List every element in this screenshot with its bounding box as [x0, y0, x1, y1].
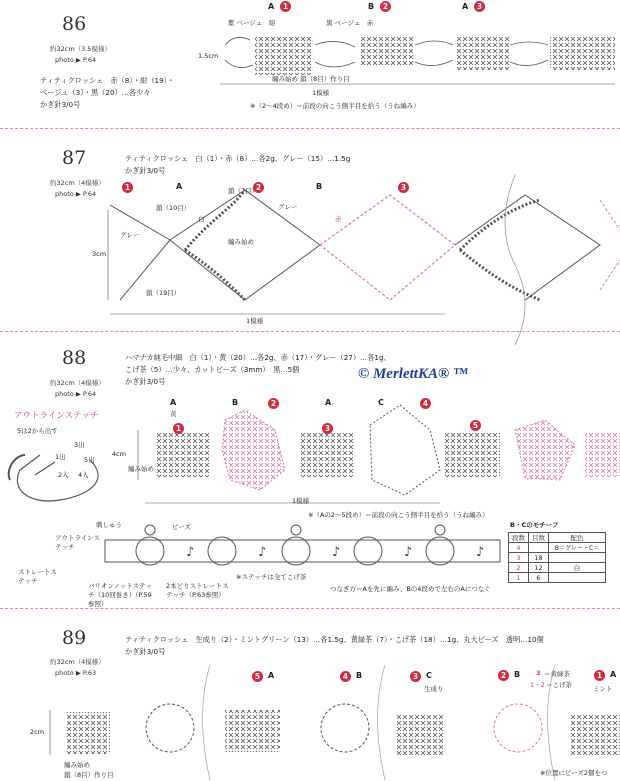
legend-num: 3 [536, 669, 541, 677]
hook-text: かぎ針3/0号 [40, 100, 81, 109]
bead-label: ビーズ [172, 523, 191, 531]
chain-label: 鎖（8目）作り目 [64, 771, 114, 779]
motif-label: C [378, 398, 384, 407]
pattern-number: 86 [62, 13, 87, 35]
svg-text:♪: ♪ [258, 545, 267, 560]
step-marker: 4 [420, 398, 431, 409]
step-marker: 1 [594, 670, 605, 681]
repeat-label: 1模様 [312, 89, 330, 97]
step-marker: 5 [252, 671, 263, 682]
stitch-title: アウトラインステッチ [14, 411, 99, 421]
motif-label: A [268, 2, 275, 11]
stitch-note: ※ステッチは全てこげ茶 [236, 573, 307, 581]
svg-text:♪: ♪ [476, 545, 485, 560]
watermark: © MerlettKA® ™ [358, 366, 468, 382]
table-header: 配色 [549, 533, 606, 543]
motif-label: C [426, 671, 432, 680]
repeat-label: 1模様 [246, 317, 264, 325]
motif-label: B [514, 670, 521, 679]
start-label: 編み始め [128, 465, 154, 473]
motif-label: B [232, 398, 239, 407]
legend-text: ＝こげ茶 [546, 681, 572, 689]
motif-label: A [176, 182, 183, 191]
step-marker: 2 [253, 182, 264, 193]
hook-text: かぎ針3/0号 [125, 647, 166, 656]
yarn-text: ベージュ（3）・黒（20）…各少々 [40, 88, 151, 97]
note-text: ※位置にビーズ2個をつ [540, 769, 608, 777]
stitch-block [550, 35, 615, 70]
motif-label: A [462, 2, 469, 11]
legend-num: 1・2 [530, 681, 545, 689]
stitch-label: ストレートステッチ [18, 568, 57, 585]
color-label: 紫 ベージュ 紺 [228, 19, 276, 27]
note-text: ※（Aの2〜5段め）＝前段の向こう側半目を拾う（うね編み） [308, 511, 489, 519]
motif-label: B [356, 671, 363, 680]
start-label: 編み始め [64, 761, 90, 769]
motif-label: A [610, 670, 617, 679]
stitch-step: 1出 [55, 453, 66, 461]
start-label: 編み始め 鎖（8目）作り目 [272, 75, 350, 83]
pattern-number: 88 [62, 347, 87, 369]
step-marker: 3 [474, 1, 485, 12]
table-row: 1 6 [509, 573, 606, 583]
yarn-text: ティティクロッシェ 白（1）・赤（8）…各2g、グレー（15）…1.5g [125, 154, 351, 163]
stitch-label: バリオンノットステッチ（10回巻き）（P.59参照） [88, 582, 153, 608]
stitch-block [255, 37, 313, 75]
color-label: 生成り [424, 685, 444, 693]
stitch-label: アウトラインステッチ [55, 534, 101, 551]
note-text: ※（2〜4段め）＝前段の向こう側半目を拾う（うね編み） [250, 102, 420, 110]
color-label: グレー [278, 203, 298, 211]
motif-label: B [368, 2, 375, 11]
height-label: 3cm [92, 250, 107, 258]
color-label: グレー [120, 231, 140, 239]
table-header: 目数 [529, 533, 549, 543]
height-label: 1.5cm [198, 52, 219, 60]
yarn-text: ティティクロッシェ 赤（8）・紺（19）・ [40, 76, 175, 85]
stitch-step: 5出 [84, 456, 95, 464]
photo-ref: photo ▶ P.64 [55, 56, 97, 64]
motif-label: A [170, 398, 177, 407]
photo-ref: photo ▶ P.64 [55, 390, 97, 398]
pattern-number: 89 [62, 627, 87, 649]
table-row: 2 12 白 [509, 563, 606, 573]
step-marker: 3 [398, 182, 409, 193]
yarn-text: ティティクロッシェ 生成り（2）・ミントグリーン（13）…各1.5g、黄緑茶（7）・こげ茶（18）…1g、丸大ビーズ 透明…10個 [125, 635, 544, 644]
embroidery-label: 刺しゅう [96, 521, 122, 529]
stitch-block [360, 35, 415, 65]
stitch-step: 4入 [78, 471, 89, 479]
step-marker: 1 [280, 1, 291, 12]
yarn-text: こげ茶（5）…少々、カットビーズ（3mm） 黒…5個 [125, 365, 300, 374]
color-label: 黄 [170, 410, 177, 418]
pattern-size: 約32cm（4模様） [50, 179, 105, 187]
step-marker: 4 [340, 671, 351, 682]
step-marker: 2 [380, 1, 391, 12]
height-label: 4cm [112, 450, 127, 458]
step-marker: 3 [322, 423, 333, 434]
step-marker: 3 [410, 671, 421, 682]
table-row: 3 18 [509, 553, 606, 563]
motif-table [508, 532, 606, 583]
chain-label: 鎖（7目） [228, 187, 259, 195]
table-title: B・Cのモチーフ [510, 521, 559, 529]
pattern-size: 約32cm（3.5模様） [50, 45, 112, 53]
stitch-block [455, 35, 510, 70]
stitch-label: 2本どりストレートステッチ（P.63参照） [166, 582, 229, 599]
step-marker: 5 [470, 420, 481, 431]
pattern-number: 87 [62, 147, 87, 169]
stitch-desc: 5は2から出す [17, 427, 58, 435]
color-label: 赤 [335, 215, 342, 223]
color-label: ミント [593, 685, 613, 693]
svg-text:♪: ♪ [186, 545, 195, 560]
stitch-step: 2入 [58, 471, 69, 479]
chain-label: 鎖（19目） [146, 289, 181, 297]
join-note: つなぎ方＝Aを先に編み、Bの4段めで左右のAにつなぐ [330, 585, 491, 593]
step-marker: 1 [122, 182, 133, 193]
svg-text:♪: ♪ [332, 545, 341, 560]
hook-text: かぎ針3/0号 [125, 377, 166, 386]
photo-ref: photo ▶ P.63 [55, 669, 97, 677]
color-label: 黒 ベージュ 赤 [326, 19, 374, 27]
motif-label: A [268, 671, 275, 680]
motif-label: A [325, 398, 332, 407]
svg-text:♪: ♪ [404, 545, 413, 560]
step-marker: 2 [498, 670, 509, 681]
stitch-step: 3出 [74, 441, 85, 449]
pattern-size: 約32cm（4模様） [50, 658, 105, 666]
start-label: 編み始め [228, 238, 254, 246]
color-label: 白 [198, 215, 205, 223]
table-header: 段数 [509, 533, 529, 543]
pattern-size: 約32cm（4模様） [50, 379, 105, 387]
repeat-label: 1模様 [292, 497, 310, 505]
chain-label: 鎖（10目） [156, 204, 191, 212]
photo-ref: photo ▶ P.64 [55, 190, 97, 198]
height-label: 2cm [30, 728, 45, 736]
yarn-text: ハマナカ純毛中細 白（1）・黄（20）…各2g、赤（17）・グレー（27）…各1g、 [125, 353, 391, 362]
step-marker: 2 [268, 398, 279, 409]
hook-text: かぎ針3/0号 [125, 166, 166, 175]
step-marker: 1 [173, 423, 184, 434]
legend-text: ＝黄緑茶 [544, 670, 570, 678]
table-row: 4 B＝グレー・C＝ [509, 543, 606, 553]
motif-label: B [316, 182, 323, 191]
